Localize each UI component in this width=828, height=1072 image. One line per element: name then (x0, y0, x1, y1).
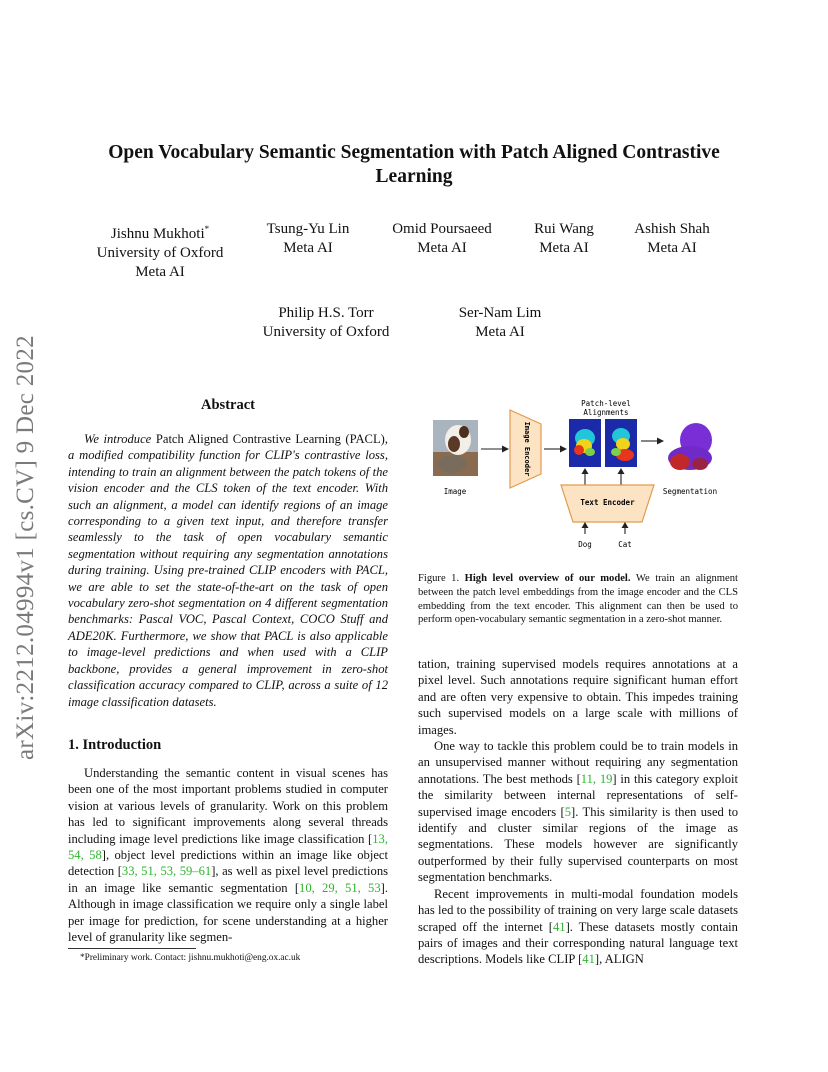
author-name: Philip H.S. Torr (278, 305, 374, 321)
author-affiliation: Meta AI (417, 240, 467, 256)
title-line-2: Learning (375, 166, 453, 187)
alignments-label: Alignments (583, 408, 629, 417)
author-name: Ashish Shah (634, 221, 710, 237)
author-affiliation: Meta AI (539, 240, 589, 256)
author-affiliation: Meta AI (283, 240, 333, 256)
abstract-text: We introduce Patch Aligned Contrastive Learning (PACL), a modified compatibility function for CLIP's contrastive loss, intending to train an alignment between the patch tokens of the vision encoder and the CLS token of the text encoder. With such an alignment, a model can identify regions of an image corresponding to a given text input, and therefore transfer seamlessly to the task of open vocabulary semantic segmentation without requiring any segmentation annotations during training. Using pre-trained CLIP encoders with PACL, we are able to set the state-of-the-art on the task of open vocabulary zero-shot segmentation on 4 different segmentation benchmarks: Pascal VOC, Pascal Context, COCO Stuff and ADE20K. Furthermore, we show that PACL is also applicable to image-level predictions and when used with a CLIP backbone, provides a general improvement in zero-shot classification accuracy compared to CLIP, across a suite of 12 image classification datasets. (68, 432, 388, 709)
footnote: *Preliminary work. Contact: jishnu.mukhoti@eng.ox.ac.uk (80, 953, 301, 963)
arxiv-stamp: arXiv:2212.04994v1 [cs.CV] 9 Dec 2022 (12, 335, 39, 760)
footnote-rule (68, 948, 196, 949)
citation-link[interactable]: 41 (582, 952, 595, 967)
citation-link[interactable]: 13, 54, 58 (68, 831, 388, 863)
author-block (380, 220, 504, 258)
paragraph: tation, training supervised models requires annotations at a pixel level. Such annotations require significant human effort and are often very expensive to obtain. This impedes training such supervised models on a large scale with millions of images. (418, 657, 738, 737)
abstract-heading: Abstract (201, 397, 255, 413)
paragraph: One way to tackle this problem could be to train models in an unsupervised manner without requiring any segmentation annotations. The best methods [11, 19] in this category exploit the similarity between internal representations of self-supervised image encoders [5]. This similarity is then used to identify and cluster similar regions of the image as segmentations. These models however are significantly outperformed by their fully supervised counterparts on most segmentation benchmarks. (418, 739, 738, 885)
author-block (440, 304, 560, 342)
image-encoder-label: Image Encoder (523, 421, 531, 477)
input-image (433, 420, 478, 476)
author-affiliation: University of Oxford (262, 324, 390, 340)
citation-link[interactable]: 41 (552, 919, 566, 934)
patch-level-label: Patch-level (581, 399, 631, 408)
citation-link[interactable]: 5 (564, 804, 572, 819)
paragraph: Recent improvements in multi-modal foundation models has led to the possibility of training on very large scale datasets scraped off the internet [41]. These datasets mostly contain pairs of images and their corresponding natural language text descriptions. Models like CLIP [41], ALIGN (418, 886, 738, 967)
citation-link[interactable]: 33, 51, 53, 59–61 (121, 864, 212, 879)
alignment-heatmap-dog (569, 419, 601, 467)
citation-link[interactable]: 10, 29, 51, 53 (299, 880, 381, 895)
author-block (80, 220, 240, 282)
figure-1-caption: Figure 1. High level overview of our model. We train an alignment between the patch level embeddings from the image encoder and the CLS embedding from the text encoder. This alignment can then be used to perform open-vocabulary semantic segmentation in a zero-shot manner. (418, 573, 738, 626)
author-block (248, 220, 368, 258)
alignment-heatmap-cat (605, 419, 637, 467)
author-name: Omid Poursaeed (392, 221, 492, 237)
paper-title (60, 141, 768, 189)
author-block (246, 304, 406, 342)
author-affiliation: Meta AI (475, 324, 525, 340)
citation-link[interactable]: 11, 19 (580, 771, 613, 786)
author-name: Rui Wang (534, 221, 594, 237)
author-block (620, 220, 724, 258)
text-input-cat: Cat (618, 540, 632, 549)
figure-1 (428, 392, 728, 552)
right-column-text (418, 656, 738, 968)
author-affiliation: Meta AI (135, 264, 185, 280)
text-input-dog: Dog (578, 540, 592, 549)
title-line-1: Open Vocabulary Semantic Segmentation with Patch Aligned Contrastive (108, 142, 720, 163)
author-block (520, 220, 608, 258)
text-encoder-label: Text Encoder (580, 498, 635, 507)
author-affiliation: University of Oxford (96, 245, 224, 261)
author-affiliation: Meta AI (647, 240, 697, 256)
image-label: Image (443, 487, 467, 496)
segmentation-label: Segmentation (662, 487, 718, 496)
author-name: Jishnu Mukhoti* (110, 224, 210, 242)
author-name: Ser-Nam Lim (458, 305, 542, 321)
author-name: Tsung-Yu Lin (266, 221, 350, 237)
section-heading-introduction: 1. Introduction (68, 737, 162, 753)
segmentation-output (666, 419, 721, 475)
intro-paragraph: Understanding the semantic content in visual scenes has been one of the most important problems studied in computer vision at various levels of granularity. Work on this problem has led to significant improvements along several threads including image level predictions like image classification [13, 54, 58], object level predictions within an image like object detection [33, 51, 53, 59–61], as well as pixel level predictions in an image like semantic segmentation [10, 29, 51, 53]. Although in image classification we require only a single label per image for prediction, for scene understanding at a higher level of granularity like segmen- (68, 766, 389, 945)
